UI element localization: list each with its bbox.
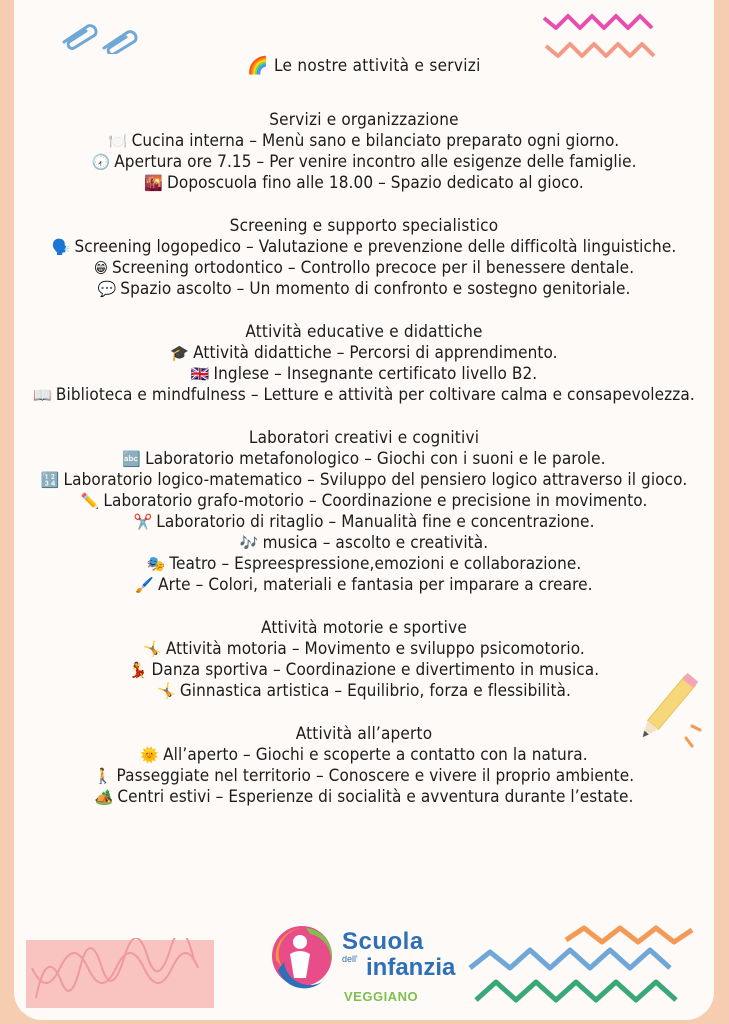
item-text: Cucina interna – Menù sano e bilanciato preparato ogni giorno.	[131, 131, 620, 151]
list-item	[14, 639, 714, 660]
item-text: Centri estivi – Esperienze di socialità e avventura durante l’estate.	[117, 787, 634, 807]
list-item	[14, 343, 714, 364]
section-heading: Attività all’aperto	[295, 724, 433, 744]
list-item	[14, 385, 714, 406]
item-emoji-icon: 🌇	[144, 174, 163, 192]
school-logo	[266, 912, 456, 1008]
item-emoji-icon: 🔢	[40, 471, 60, 489]
item-text: Spazio ascolto – Un momento di confronto e sostegno genitoriale.	[120, 279, 631, 299]
zigzag-decoration-bottom	[466, 920, 706, 1010]
item-emoji-icon: 🇬🇧	[190, 365, 210, 383]
item-emoji-icon: 🚶	[93, 767, 113, 785]
logo-text-infanzia: infanzia	[366, 954, 456, 981]
section	[14, 216, 714, 300]
item-emoji-icon: 🕢	[91, 153, 111, 171]
list-item	[14, 279, 714, 300]
section-heading: Attività educative e didattiche	[245, 322, 483, 342]
item-text: Screening logopedico – Valutazione e prevenzione delle difficoltà linguistiche.	[74, 237, 677, 257]
section-heading: Servizi e organizzazione	[269, 110, 459, 130]
list-item	[14, 681, 714, 702]
list-item	[14, 364, 714, 385]
scribble-decoration	[26, 938, 214, 1010]
item-emoji-icon: 🌞	[140, 746, 160, 764]
item-text: Screening ortodontico – Controllo precoce per il benessere dentale.	[112, 258, 635, 278]
item-text: Inglese – Insegnante certificato livello B2.	[213, 364, 538, 384]
child-silhouette-logo-icon	[266, 918, 336, 990]
item-emoji-icon: 💬	[97, 280, 117, 298]
item-text: musica – ascolto e creatività.	[262, 533, 489, 553]
section	[14, 618, 714, 702]
paperclip-icon	[56, 14, 146, 54]
list-item	[14, 745, 714, 766]
list-item	[14, 470, 714, 491]
section	[14, 724, 714, 808]
item-text: Arte – Colori, materiali e fantasia per imparare a creare.	[158, 575, 593, 595]
item-text: All’aperto – Giochi e scoperte a contatto con la natura.	[163, 745, 588, 765]
item-text: Doposcuola fino alle 18.00 – Spazio dedicato al gioco.	[167, 173, 584, 193]
item-emoji-icon: 🤸	[157, 682, 176, 700]
logo-text-scuola: Scuola	[342, 928, 424, 955]
section-heading: Attività motorie e sportive	[260, 618, 467, 638]
item-text: Attività didattiche – Percorsi di apprendimento.	[193, 343, 558, 363]
page-title	[14, 52, 714, 80]
list-item	[14, 152, 714, 173]
list-item	[14, 766, 714, 787]
item-emoji-icon: 📖	[33, 386, 52, 404]
item-text: Teatro – Espreespressione,emozioni e collaborazione.	[169, 554, 582, 574]
rainbow-icon: 🌈	[247, 56, 269, 76]
item-text: Apertura ore 7.15 – Per venire incontro alle esigenze delle famiglie.	[114, 152, 637, 172]
list-item	[14, 787, 714, 808]
list-item	[14, 533, 714, 554]
item-emoji-icon: 🏕️	[94, 788, 114, 806]
logo-text-veggiano: VEGGIANO	[344, 989, 419, 1004]
item-text: Ginnastica artistica – Equilibrio, forza e flessibilità.	[179, 681, 571, 701]
section	[14, 322, 714, 406]
item-emoji-icon: 🔤	[122, 450, 142, 468]
item-emoji-icon: 🍽️	[108, 132, 128, 150]
section-heading: Screening e supporto specialistico	[229, 216, 499, 236]
section-heading: Laboratori creativi e cognitivi	[248, 428, 480, 448]
item-emoji-icon: 🗣️	[51, 238, 71, 256]
item-text: Laboratorio grafo-motorio – Coordinazione e precisione in movimento.	[103, 491, 648, 511]
list-item	[14, 575, 714, 596]
item-text: Laboratorio logico-matematico – Sviluppo del pensiero logico attraverso il gioco.	[63, 470, 688, 490]
item-emoji-icon: ✂️	[133, 513, 153, 531]
item-emoji-icon: 🤸	[143, 640, 162, 658]
list-item	[14, 491, 714, 512]
item-text: Laboratorio metafonologico – Giochi con i suoni e le parole.	[145, 449, 606, 469]
section	[14, 110, 714, 194]
list-item	[14, 449, 714, 470]
item-text: Laboratorio di ritaglio – Manualità fine e concentrazione.	[156, 512, 595, 532]
logo-text-dell: dell'	[342, 954, 358, 964]
list-item	[14, 660, 714, 681]
list-item	[14, 258, 714, 279]
list-item	[14, 131, 714, 152]
activities-list	[14, 52, 714, 830]
item-emoji-icon: 🎓	[170, 344, 190, 362]
flyer-card	[14, 0, 714, 1020]
item-text: Danza sportiva – Coordinazione e divertimento in musica.	[151, 660, 600, 680]
item-text: Biblioteca e mindfulness – Letture e attività per coltivare calma e consapevolezza.	[55, 385, 695, 405]
item-emoji-icon: 💃	[128, 661, 148, 679]
item-text: Attività motoria – Movimento e sviluppo psicomotorio.	[165, 639, 585, 659]
item-emoji-icon: ✏️	[80, 492, 100, 510]
list-item	[14, 173, 714, 194]
page-title-text: Le nostre attività e servizi	[273, 56, 481, 76]
item-emoji-icon: 🎶	[239, 534, 259, 552]
item-text: Passeggiate nel territorio – Conoscere e vivere il proprio ambiente.	[116, 766, 635, 786]
list-item	[14, 554, 714, 575]
list-item	[14, 512, 714, 533]
item-emoji-icon: 🖌️	[135, 576, 155, 594]
section	[14, 428, 714, 596]
item-emoji-icon: 🎭	[146, 555, 166, 573]
list-item	[14, 237, 714, 258]
item-emoji-icon: 😁	[93, 259, 108, 277]
